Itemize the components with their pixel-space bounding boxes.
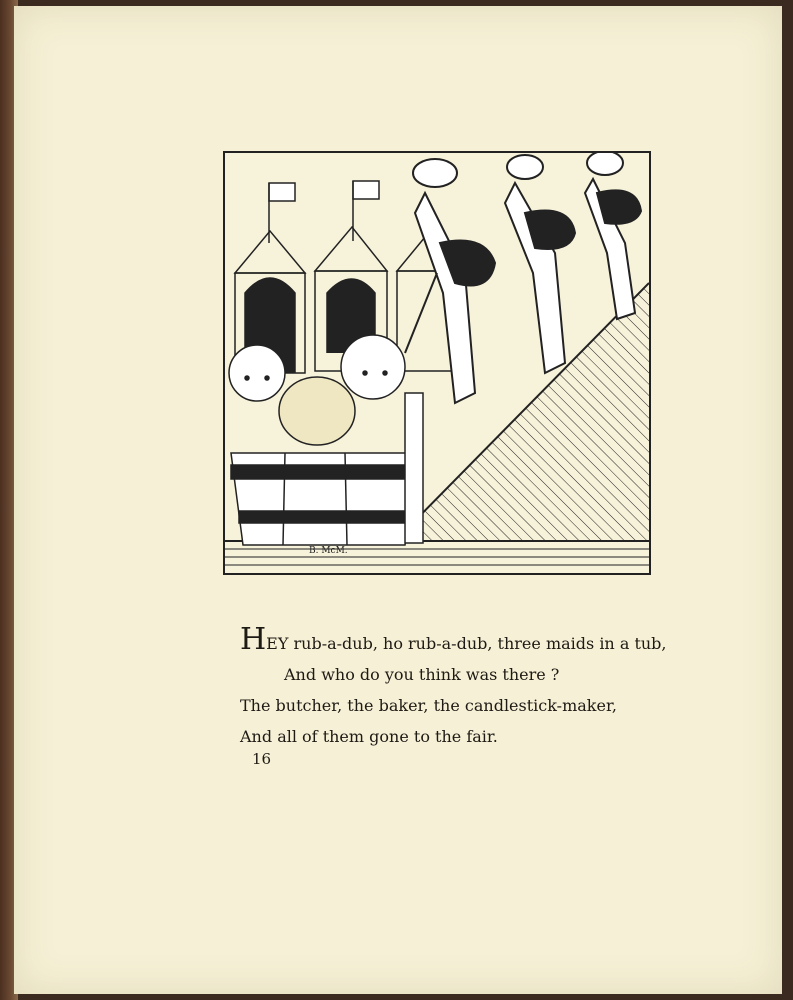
verse-line-2: And who do you think was there ?	[284, 665, 560, 684]
verse-line-4: And all of them gone to the fair.	[240, 727, 498, 746]
drop-cap: H	[240, 622, 267, 657]
verse-line-3: The butcher, the baker, the candlestick-maker,	[240, 696, 617, 715]
verse-block	[240, 622, 690, 752]
three-maids-in-a-tub-drawing	[225, 153, 649, 573]
verse-line-1	[240, 622, 690, 659]
verse-line-1-text: EY rub-a-dub, ho rub-a-dub, three maids in a tub,	[266, 634, 667, 653]
artist-signature: B. McM.	[309, 546, 348, 556]
page-number: 16	[252, 750, 272, 768]
nursery-rhyme-illustration	[223, 151, 651, 575]
